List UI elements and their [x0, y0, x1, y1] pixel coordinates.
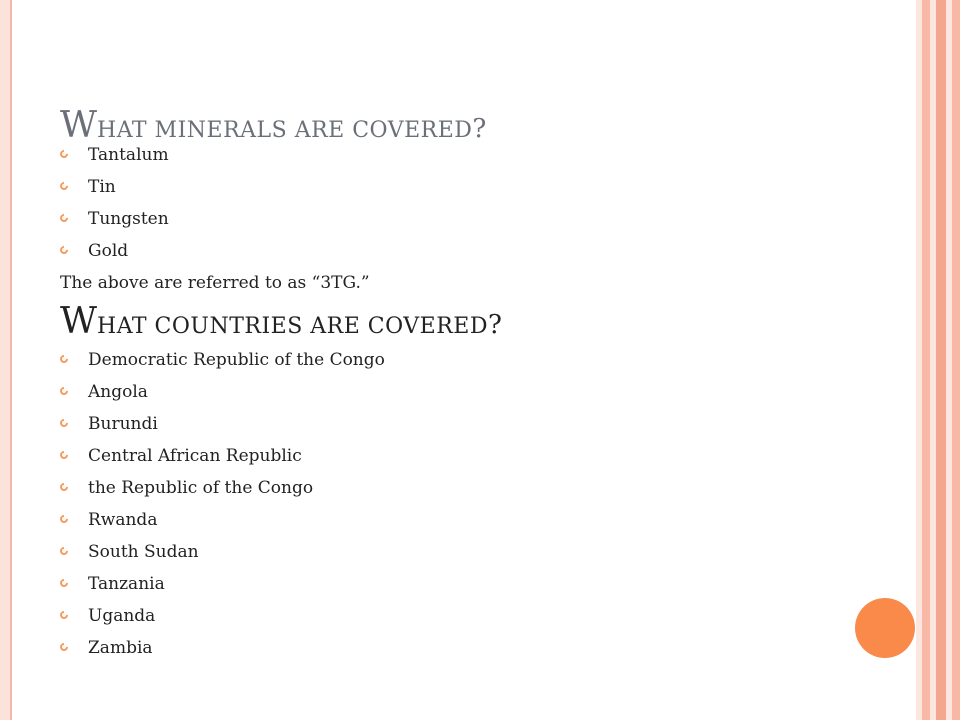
- country-item: [60, 541, 385, 573]
- stripe: [952, 0, 960, 720]
- countries-heading: WHAT COUNTRIES ARE COVERED?: [60, 301, 502, 342]
- country-item: [60, 413, 385, 445]
- minerals-list: [60, 144, 169, 272]
- 3tg-note: The above are referred to as “3TG.”: [60, 273, 370, 293]
- stripe: [922, 0, 930, 720]
- minerals-heading: WHAT MINERALS ARE COVERED?: [60, 105, 487, 146]
- bullet-icon: [58, 449, 69, 460]
- bullet-icon: [58, 385, 69, 396]
- mineral-item: [60, 208, 169, 240]
- bullet-icon: [58, 513, 69, 524]
- mineral-item: [60, 144, 169, 176]
- mineral-item-label: Tantalum: [88, 145, 169, 165]
- country-item: [60, 509, 385, 541]
- mineral-item: [60, 240, 169, 272]
- bullet-icon: [58, 609, 69, 620]
- decorative-stripes: [916, 0, 960, 720]
- left-border: [0, 0, 12, 720]
- country-item: [60, 381, 385, 413]
- country-item-label: Tanzania: [88, 574, 165, 594]
- country-item-label: Burundi: [88, 414, 158, 434]
- country-item-label: Central African Republic: [88, 446, 302, 466]
- country-item-label: Rwanda: [88, 510, 158, 530]
- country-item: [60, 477, 385, 509]
- bullet-icon: [58, 212, 69, 223]
- bullet-icon: [58, 641, 69, 652]
- country-item-label: the Republic of the Congo: [88, 478, 314, 498]
- bullet-icon: [58, 545, 69, 556]
- mineral-item-label: Tungsten: [88, 209, 169, 229]
- country-item: [60, 637, 385, 669]
- country-item-label: Zambia: [88, 638, 153, 658]
- bullet-icon: [58, 417, 69, 428]
- country-item-label: Uganda: [88, 606, 156, 626]
- countries-list: [60, 349, 385, 669]
- stripe: [936, 0, 946, 720]
- country-item: [60, 445, 385, 477]
- mineral-item-label: Tin: [88, 177, 116, 197]
- country-item: [60, 573, 385, 605]
- country-item-label: Angola: [88, 382, 148, 402]
- country-item-label: South Sudan: [88, 542, 199, 562]
- mineral-item: [60, 176, 169, 208]
- country-item: [60, 349, 385, 381]
- bullet-icon: [58, 577, 69, 588]
- bullet-icon: [58, 148, 69, 159]
- country-item-label: Democratic Republic of the Congo: [88, 350, 385, 370]
- orange-circle-decoration: [855, 598, 915, 658]
- bullet-icon: [58, 180, 69, 191]
- bullet-icon: [58, 353, 69, 364]
- bullet-icon: [58, 244, 69, 255]
- country-item: [60, 605, 385, 637]
- bullet-icon: [58, 481, 69, 492]
- mineral-item-label: Gold: [88, 241, 129, 261]
